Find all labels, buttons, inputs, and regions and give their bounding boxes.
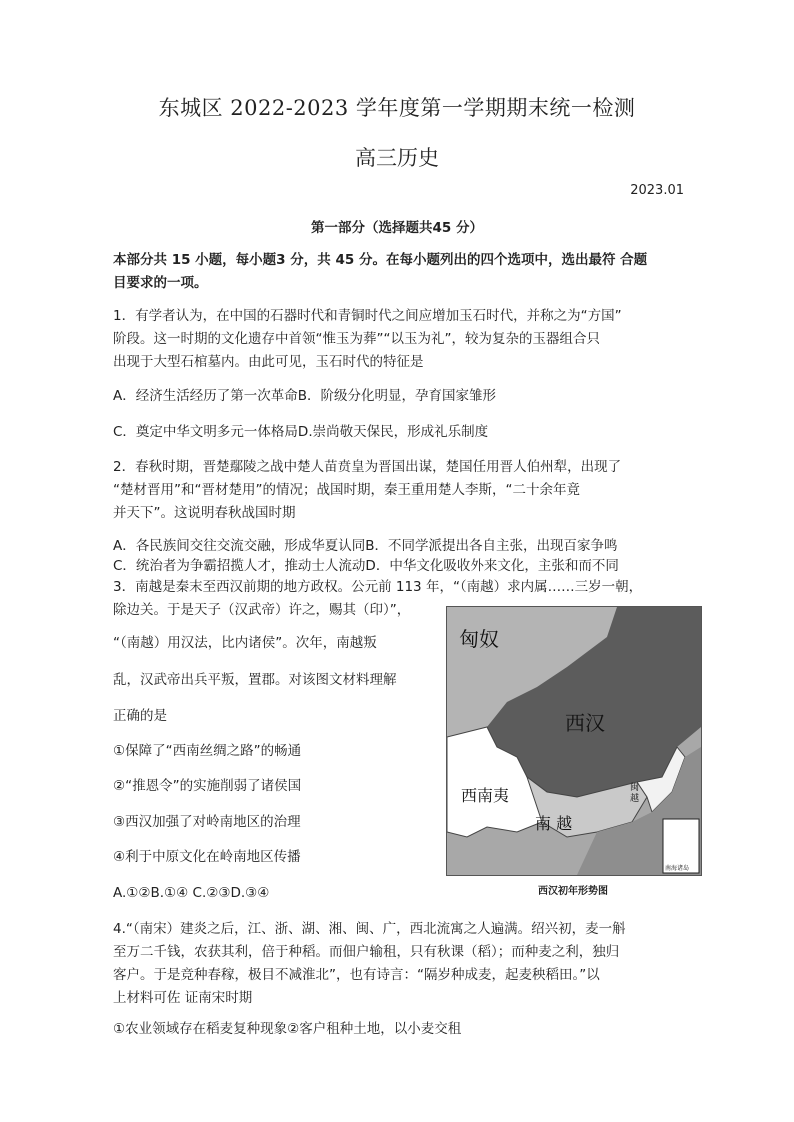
label-xiongnu: 匈奴 [459, 627, 499, 651]
q4-line: 4.“（南宋）建炎之后，江、浙、湖、湘、闽、广，西北流寓之人遍满。绍兴初，麦一斛 [113, 921, 626, 937]
instructions-line: 本部分共 15 小题，每小题3 分，共 45 分。在每小题列出的四个选项中，选出最符 合题 [113, 252, 648, 268]
question-2-stem [113, 456, 683, 525]
q2-options-ab: A．各民族间交往交流交融，形成华夏认同B．不同学派提出各自主张，出现百家争鸣 [113, 538, 618, 554]
q4-line: 上材料可佐 证南宋时期 [113, 990, 253, 1006]
q1-line: 1．有学者认为，在中国的石器时代和青铜时代之间应增加玉石时代，并称之为“方国” [113, 308, 622, 324]
q1-options-cd: C．奠定中华文明多元一体格局D.崇尚敬天保民，形成礼乐制度 [113, 424, 489, 440]
label-xinanyi: 西南夷 [461, 786, 510, 805]
label-xihan: 西汉 [565, 711, 605, 735]
label-inset: 南海诸岛 [665, 865, 690, 872]
exam-subject: 高三历史 [355, 146, 439, 170]
q2-line: 并天下”。这说明春秋战国时期 [113, 505, 296, 521]
q1-line: 阶段。这一时期的文化遗存中首领“惟玉为葬”“以玉为礼”，较为复杂的玉器组合只 [113, 331, 600, 347]
q1-options-ab: A．经济生活经历了第一次革命B．阶级分化明显，孕育国家雏形 [113, 388, 496, 404]
q3-item: ②“推恩令”的实施削弱了诸侯国 [113, 778, 302, 794]
q2-line: “楚材晋用”和“晋材楚用”的情况；战国时期，秦王重用楚人李斯，“二十余年竟 [113, 482, 580, 498]
exam-title: 东城区 2022-2023 学年度第一学期期末统一检测 [158, 96, 636, 120]
q3-line: 3．南越是秦末至西汉前期的地方政权。公元前 113 年，“（南越）求内属……三岁一朝， [113, 579, 643, 595]
question-1-stem [113, 305, 683, 374]
instructions-line: 目要求的一项。 [113, 275, 208, 291]
q3-item: ①保障了“西南丝绸之路”的畅通 [113, 743, 302, 759]
western-han-map [446, 606, 702, 876]
map-caption: 西汉初年形势图 [538, 886, 608, 897]
q1-line: 出现于大型石棺墓内。由此可见，玉石时代的特征是 [113, 354, 424, 370]
q4-items: ①农业领域存在稻麦复种现象②客户租种土地，以小麦交租 [113, 1021, 462, 1037]
q3-line: 正确的是 [113, 708, 167, 724]
q2-line: 2．春秋时期，晋楚鄢陵之战中楚人苗贲皇为晋国出谋，楚国任用晋人伯州犁，出现了 [113, 459, 622, 475]
label-minyue: 闽越 [630, 783, 640, 804]
q2-options-cd: C．统治者为争霸招揽人才，推动士人流动D．中华文化吸收外来文化，主张和而不同 [113, 558, 619, 574]
q3-options: A.①②B.①④ C.②③D.③④ [113, 885, 270, 901]
q3-line: “（南越）用汉法，比内诸侯”。次年，南越叛 [113, 635, 377, 651]
part-heading: 第一部分（选择题共45 分） [311, 220, 483, 236]
q3-item: ④利于中原文化在岭南地区传播 [113, 849, 301, 865]
label-nanyue: 南 越 [535, 814, 573, 833]
q4-line: 至万二千钱，农获其利，倍于种稻。而佃户输租，只有秋课（稻）；而种麦之利，独归 [113, 944, 620, 960]
q3-line: 乱，汉武帝出兵平叛，置郡。对该图文材料理解 [113, 672, 397, 688]
question-4-stem [113, 918, 683, 1010]
q3-item: ③西汉加强了对岭南地区的治理 [113, 814, 301, 830]
exam-date: 2023.01 [630, 183, 684, 198]
q3-line: 除边关。于是天子（汉武帝）许之，赐其（印）”， [113, 602, 411, 618]
q4-line: 客户。于是竞种春稼，极目不减淮北”，也有诗言：“隔岁种成麦，起麦秧稻田。”以 [113, 967, 600, 983]
instructions [113, 249, 683, 295]
